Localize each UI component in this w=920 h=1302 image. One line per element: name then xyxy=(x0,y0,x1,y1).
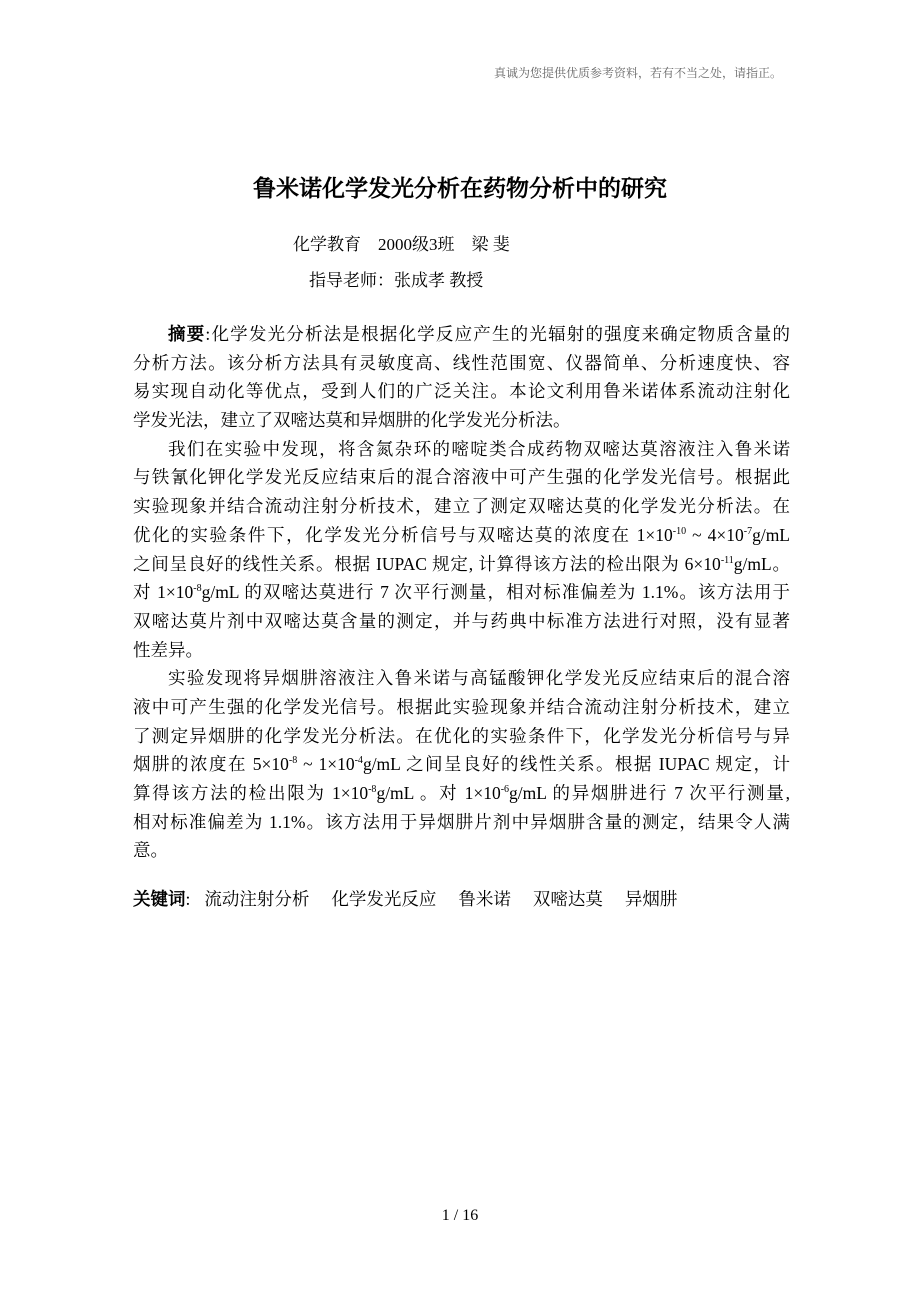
text-line: 相对标准偏差为 1.1%。该方法用于异烟肼片剂中异烟肼含量的测定，结果令人满 xyxy=(133,811,790,832)
text-line: 了测定异烟肼的化学发光分析法。在优化的实验条件下，化学发光分析信号与异 xyxy=(133,725,790,746)
keyword: 化学发光反应 xyxy=(331,889,437,910)
text-line: 与铁氰化钾化学发光反应结束后的混合溶液中可产生强的化学发光信号。根据此 xyxy=(133,467,790,488)
author-line: 化学教育 2000级3班 梁 斐 xyxy=(293,235,510,254)
keyword: 双嘧达莫 xyxy=(532,889,603,910)
text-line: 意。 xyxy=(133,840,168,861)
text-line: 对 $1\times 10^{-8}g/mL$ 的双嘧达莫进行 7 次平行测量，相对标准偏差为 1.1%。该方法用于 xyxy=(133,582,791,603)
abstract-paragraph xyxy=(133,320,790,435)
text-line: 液中可产生强的化学发光信号。根据此实验现象并结合流动注射分析技术，建立 xyxy=(133,696,790,717)
keywords: 关键词: 流动注射分析 化学发光反应 鲁米诺 双嘧达莫 异烟肼 xyxy=(133,889,678,911)
text-line: 之间呈良好的线性关系。根据 IUPAC 规定, 计算得该方法的检出限为 $6\times 10^{-11}g/mL$。 xyxy=(133,553,790,574)
text-line: 我们在实验中发现，将含氮杂环的嘧啶类合成药物双嘧达莫溶液注入鲁米诺 xyxy=(168,438,790,459)
keyword: 流动注射分析 xyxy=(204,889,310,910)
advisor-line: 指导老师：张成孝 教授 xyxy=(309,271,484,290)
page-title: 鲁米诺化学发光分析在药物分析中的研究 xyxy=(253,176,667,202)
text-line: 烟肼的浓度在 $5\times 10^{-8}$ ~ $1\times 10^{-4}g/mL$ 之间呈良好的线性关系。根据 IUPAC 规定，计 xyxy=(133,754,791,775)
text-line: :化学发光分析法是根据化学反应产生的光辐射的强度来确定物质含量的 xyxy=(205,324,790,344)
text-line: 分析方法。该分析方法具有灵敏度高、线性范围宽、仪器简单、分析速度快、容 xyxy=(133,352,790,373)
text-line: 算得该方法的检出限为 $1\times 10^{-8}g/mL$ 。对 $1\times 10^{-6}g/mL$ 的异烟肼进行 7 次平行测量, xyxy=(133,783,790,803)
paragraph-dipyridamole xyxy=(133,435,790,665)
text-line: 性差异。 xyxy=(133,639,203,660)
document-body xyxy=(133,320,790,914)
text-line: 实验现象并结合流动注射分析技术，建立了测定双嘧达莫的化学发光分析法。在 xyxy=(133,496,790,517)
header-note: 真诚为您提供优质参考资料，若有不当之处，请指正。 xyxy=(493,66,782,80)
keyword: 鲁米诺 xyxy=(458,889,511,910)
keyword: 异烟肼 xyxy=(624,889,678,910)
paragraph-isoniazid xyxy=(133,664,790,865)
text-line: 学发光法，建立了双嘧达莫和异烟肼的化学发光分析法。 xyxy=(133,410,571,431)
text-line: 双嘧达莫片剂中双嘧达莫含量的测定，并与药典中标准方法进行对照，没有显著 xyxy=(133,610,790,631)
text-line: 易实现自动化等优点，受到人们的广泛关注。本论文利用鲁米诺体系流动注射化 xyxy=(133,381,790,402)
text-line: 实验发现将异烟肼溶液注入鲁米诺与高锰酸钾化学发光反应结束后的混合溶 xyxy=(168,668,790,689)
page-number: 1 / 16 xyxy=(441,1207,479,1224)
abstract-label: 摘要 xyxy=(168,325,206,345)
keywords-label: 关键词 xyxy=(133,890,186,911)
text-line: 优化的实验条件下，化学发光分析信号与双嘧达莫的浓度在 $1\times 10^{-10}$ ~ $4\times 10^{-7}g/mL$ xyxy=(133,524,790,545)
